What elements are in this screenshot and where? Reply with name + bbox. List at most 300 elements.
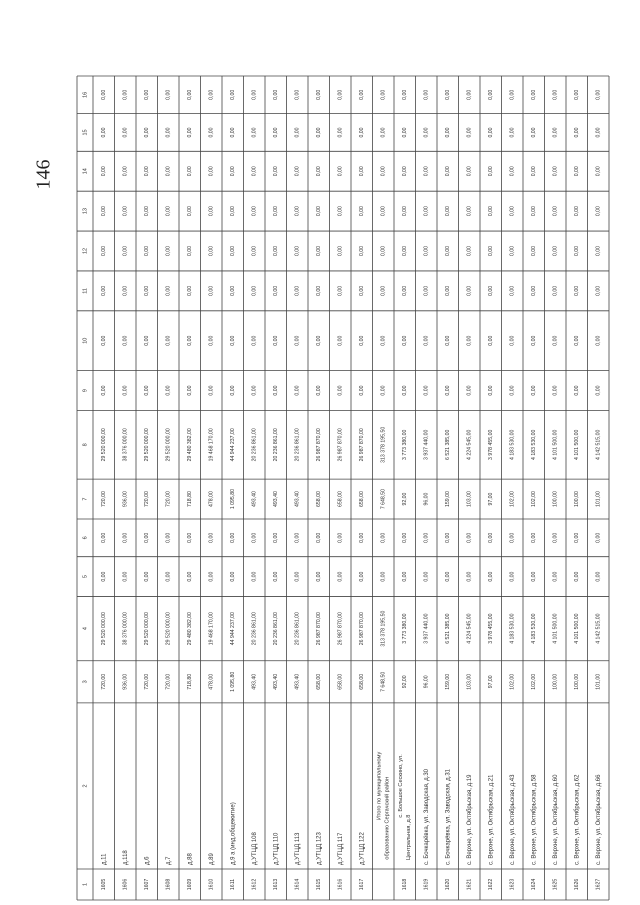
- cell-c16: 0,00: [552, 89, 559, 100]
- cell-address: д.7: [165, 856, 172, 865]
- cell-c7: 100,00: [552, 491, 559, 508]
- cell-c4: 6 521 385,00: [445, 613, 452, 644]
- cell-c15: 0,00: [488, 127, 495, 138]
- cell-c16: 0,00: [423, 89, 430, 100]
- cell-n: 1621: [466, 878, 473, 891]
- cell-c10: 0,00: [423, 335, 430, 346]
- cell-c10: 0,00: [466, 335, 473, 346]
- cell-c10: 0,00: [531, 335, 538, 346]
- column-number: 3: [82, 680, 89, 684]
- cell-c5: 0,00: [380, 571, 387, 582]
- cell-address: с. Верхне, ул. Октябрьская, д.43: [509, 774, 516, 865]
- cell-c15: 0,00: [208, 127, 215, 138]
- cell-c13: 0,00: [359, 206, 366, 217]
- cell-c8: 44 944 237,00: [230, 428, 237, 462]
- cell-c12: 0,00: [230, 245, 237, 257]
- cell-c7: 493,40: [251, 491, 258, 508]
- cell-n: 1607: [144, 878, 151, 891]
- cell-c10: 0,00: [273, 335, 280, 346]
- cell-c11: 0,00: [466, 285, 473, 296]
- cell-c5: 0,00: [445, 571, 452, 582]
- cell-c16: 0,00: [509, 89, 516, 100]
- table-grid: [77, 76, 609, 900]
- cell-c6: 0,00: [251, 532, 258, 543]
- cell-c4: 20 236 861,00: [294, 612, 301, 646]
- cell-c11: 0,00: [316, 285, 323, 296]
- cell-c7: 720,00: [165, 491, 172, 508]
- cell-c6: 0,00: [101, 532, 108, 543]
- cell-c6: 0,00: [531, 532, 538, 543]
- cell-c14: 0,00: [208, 166, 215, 177]
- cell-c14: 0,00: [316, 166, 323, 177]
- cell-c11: 0,00: [230, 285, 237, 296]
- cell-c14: 0,00: [144, 166, 151, 177]
- cell-c4: 44 944 237,00: [230, 612, 237, 646]
- cell-c9: 0,00: [208, 385, 215, 396]
- cell-n: 1611: [230, 878, 237, 891]
- cell-c12: 0,00: [144, 245, 151, 257]
- cell-c12: 0,00: [316, 245, 323, 257]
- cell-c15: 0,00: [509, 127, 516, 138]
- cell-address: д.УТЦД 108: [251, 832, 258, 865]
- cell-c11: 0,00: [251, 285, 258, 296]
- cell-c16: 0,00: [445, 89, 452, 100]
- cell-c5: 0,00: [144, 571, 151, 582]
- cell-c9: 0,00: [144, 385, 151, 396]
- cell-c8: 26 987 870,00: [359, 428, 366, 462]
- column-number: 10: [82, 337, 89, 344]
- cell-c7: 478,00: [208, 491, 215, 508]
- cell-c13: 0,00: [595, 206, 602, 217]
- cell-c11: 0,00: [423, 285, 430, 296]
- cell-c5: 0,00: [230, 571, 237, 582]
- cell-c3: 478,00: [208, 673, 215, 690]
- cell-c6: 0,00: [488, 532, 495, 543]
- cell-c12: 0,00: [402, 245, 409, 257]
- cell-c11: 0,00: [122, 285, 129, 296]
- cell-c14: 0,00: [359, 166, 366, 177]
- cell-c13: 0,00: [509, 206, 516, 217]
- table-cells: [82, 90, 601, 891]
- cell-c9: 0,00: [574, 385, 581, 396]
- cell-c5: 0,00: [337, 571, 344, 582]
- cell-c13: 0,00: [230, 206, 237, 217]
- cell-c5: 0,00: [531, 571, 538, 582]
- cell-address: с. Верхне, ул. Октябрьская, д.58: [531, 774, 538, 865]
- cell-n: 1622: [488, 878, 495, 891]
- cell-address: Итого по муниципальному: [376, 751, 383, 821]
- cell-c15: 0,00: [187, 127, 194, 138]
- cell-c9: 0,00: [423, 385, 430, 396]
- cell-c3: 1 095,80: [230, 671, 237, 692]
- cell-n: 1615: [316, 878, 323, 891]
- cell-c6: 0,00: [445, 532, 452, 543]
- cell-c3: 102,00: [531, 673, 538, 690]
- cell-c13: 0,00: [380, 206, 387, 217]
- cell-c8: 20 236 861,00: [273, 428, 280, 462]
- cell-c10: 0,00: [359, 335, 366, 346]
- cell-c16: 0,00: [359, 89, 366, 100]
- cell-address: д.9 а (инд.общежитие): [230, 802, 237, 865]
- cell-c5: 0,00: [122, 571, 129, 582]
- cell-c3: 720,00: [165, 673, 172, 690]
- cell-c7: 658,00: [316, 491, 323, 508]
- cell-c3: 720,00: [144, 673, 151, 690]
- cell-c10: 0,00: [165, 335, 172, 346]
- cell-c4: 4 224 545,00: [466, 613, 473, 644]
- cell-c7: 102,00: [509, 491, 516, 508]
- cell-c5: 0,00: [165, 571, 172, 582]
- cell-c7: 658,00: [359, 491, 366, 508]
- cell-c5: 0,00: [101, 571, 108, 582]
- column-number: 12: [82, 247, 89, 255]
- cell-c10: 0,00: [294, 335, 301, 346]
- cell-c15: 0,00: [380, 127, 387, 138]
- cell-c9: 0,00: [273, 385, 280, 396]
- cell-c3: 92,00: [402, 675, 409, 689]
- cell-c3: 101,00: [595, 673, 602, 690]
- cell-c6: 0,00: [208, 532, 215, 543]
- cell-c8: 29 520 000,00: [165, 428, 172, 462]
- cell-c12: 0,00: [187, 245, 194, 257]
- cell-c4: 4 101 500,00: [552, 613, 559, 644]
- cell-c4: 20 236 861,00: [273, 612, 280, 646]
- cell-address: с. Верхне, ул. Октябрьская, д.66: [595, 774, 602, 865]
- cell-c12: 0,00: [251, 245, 258, 257]
- cell-c9: 0,00: [122, 385, 129, 396]
- cell-c7: 96,00: [423, 492, 430, 506]
- cell-c4: 26 987 870,00: [337, 612, 344, 646]
- cell-c13: 0,00: [187, 206, 194, 217]
- cell-c15: 0,00: [316, 127, 323, 138]
- cell-c9: 0,00: [251, 385, 258, 396]
- cell-c15: 0,00: [595, 127, 602, 138]
- cell-c5: 0,00: [251, 571, 258, 582]
- cell-c7: 718,80: [187, 491, 194, 508]
- cell-c7: 97,00: [488, 492, 495, 506]
- cell-c12: 0,00: [445, 245, 452, 257]
- cell-c6: 0,00: [144, 532, 151, 543]
- column-number: 4: [82, 627, 89, 631]
- cell-c14: 0,00: [187, 166, 194, 177]
- cell-c10: 0,00: [445, 335, 452, 346]
- cell-c8: 20 236 861,00: [294, 428, 301, 462]
- cell-c11: 0,00: [552, 285, 559, 296]
- cell-c14: 0,00: [552, 166, 559, 177]
- cell-c9: 0,00: [380, 385, 387, 396]
- cell-c15: 0,00: [251, 127, 258, 138]
- column-number: 6: [82, 536, 89, 540]
- cell-c4: 26 987 870,00: [316, 612, 323, 646]
- cell-c11: 0,00: [273, 285, 280, 296]
- cell-c9: 0,00: [359, 385, 366, 396]
- page-number-text: 146: [32, 159, 55, 190]
- cell-c10: 0,00: [402, 335, 409, 346]
- cell-c14: 0,00: [101, 166, 108, 177]
- cell-c11: 0,00: [101, 285, 108, 296]
- cell-n: 1605: [101, 878, 108, 891]
- cell-c6: 0,00: [230, 532, 237, 543]
- cell-c8: 6 521 385,00: [445, 429, 452, 460]
- cell-c3: 493,40: [294, 673, 301, 690]
- cell-c10: 0,00: [251, 335, 258, 346]
- cell-c4: 3 773 380,00: [402, 613, 409, 644]
- cell-c13: 0,00: [122, 206, 129, 217]
- column-number: 5: [82, 575, 89, 579]
- column-number: 1: [82, 882, 89, 887]
- cell-address: с. Большое Сескино, ул.: [398, 754, 405, 818]
- cell-c14: 0,00: [122, 166, 129, 177]
- cell-c6: 0,00: [337, 532, 344, 543]
- cell-c7: 103,00: [466, 491, 473, 508]
- cell-c8: 19 468 170,00: [208, 428, 215, 462]
- cell-c15: 0,00: [337, 127, 344, 138]
- cell-c13: 0,00: [251, 206, 258, 217]
- cell-c10: 0,00: [208, 335, 215, 346]
- cell-c8: 20 236 861,00: [251, 428, 258, 462]
- cell-n: 1610: [208, 878, 215, 891]
- cell-c14: 0,00: [402, 166, 409, 177]
- column-number: 14: [82, 168, 89, 175]
- cell-c16: 0,00: [144, 89, 151, 100]
- cell-c14: 0,00: [380, 166, 387, 177]
- cell-c16: 0,00: [273, 89, 280, 100]
- cell-address: с. Верхне, ул. Октябрьская, д.19: [466, 774, 473, 865]
- cell-c8: 4 183 530,00: [509, 429, 516, 460]
- cell-c6: 0,00: [316, 532, 323, 543]
- cell-n: 1620: [445, 878, 452, 891]
- cell-c12: 0,00: [294, 245, 301, 257]
- cell-c7: 493,40: [294, 491, 301, 508]
- cell-c3: 96,00: [423, 675, 430, 689]
- cell-c5: 0,00: [402, 571, 409, 582]
- cell-c8: 29 520 000,00: [144, 428, 151, 462]
- cell-c5: 0,00: [359, 571, 366, 582]
- cell-c16: 0,00: [101, 89, 108, 100]
- cell-c14: 0,00: [595, 166, 602, 177]
- cell-c4: 38 376 000,00: [122, 612, 129, 646]
- cell-c9: 0,00: [531, 385, 538, 396]
- cell-c9: 0,00: [337, 385, 344, 396]
- cell-c11: 0,00: [294, 285, 301, 296]
- cell-address: д.УТЦД 113: [294, 832, 301, 865]
- cell-c5: 0,00: [423, 571, 430, 582]
- cell-n: 1626: [574, 878, 581, 891]
- cell-c15: 0,00: [359, 127, 366, 138]
- cell-c4: 4 183 530,00: [531, 613, 538, 644]
- cell-c10: 0,00: [101, 335, 108, 346]
- cell-c15: 0,00: [552, 127, 559, 138]
- cell-c14: 0,00: [531, 166, 538, 177]
- cell-c14: 0,00: [230, 166, 237, 177]
- cell-c16: 0,00: [337, 89, 344, 100]
- cell-c6: 0,00: [359, 532, 366, 543]
- cell-c5: 0,00: [294, 571, 301, 582]
- cell-c4: 19 468 170,00: [208, 612, 215, 646]
- cell-c12: 0,00: [380, 245, 387, 257]
- cell-c11: 0,00: [380, 285, 387, 296]
- cell-c9: 0,00: [509, 385, 516, 396]
- cell-c5: 0,00: [509, 571, 516, 582]
- cell-c9: 0,00: [230, 385, 237, 396]
- cell-c14: 0,00: [251, 166, 258, 177]
- cell-c14: 0,00: [574, 166, 581, 177]
- cell-c12: 0,00: [122, 245, 129, 257]
- cell-address: с. Верхне, ул. Октябрьская, д.21: [488, 774, 495, 865]
- cell-c12: 0,00: [208, 245, 215, 257]
- cell-c6: 0,00: [574, 532, 581, 543]
- cell-n: 1608: [165, 878, 172, 891]
- cell-c11: 0,00: [531, 285, 538, 296]
- cell-c9: 0,00: [552, 385, 559, 396]
- cell-c3: 718,80: [187, 673, 194, 690]
- cell-c12: 0,00: [359, 245, 366, 257]
- cell-n: 1619: [423, 878, 430, 891]
- cell-c4: 4 101 500,00: [574, 613, 581, 644]
- cell-c3: 658,00: [316, 673, 323, 690]
- cell-c13: 0,00: [423, 206, 430, 217]
- cell-c8: 29 520 000,00: [101, 428, 108, 462]
- cell-c9: 0,00: [187, 385, 194, 396]
- cell-c16: 0,00: [122, 89, 129, 100]
- cell-c12: 0,00: [165, 245, 172, 257]
- cell-c15: 0,00: [230, 127, 237, 138]
- cell-c4: 4 183 530,00: [509, 613, 516, 644]
- cell-c10: 0,00: [509, 335, 516, 346]
- cell-c7: 1 095,80: [230, 488, 237, 510]
- cell-c3: 100,00: [552, 673, 559, 690]
- cell-c16: 0,00: [165, 89, 172, 100]
- cell-c11: 0,00: [509, 285, 516, 296]
- cell-c6: 0,00: [509, 532, 516, 543]
- column-number: 8: [82, 443, 89, 447]
- cell-c4: 313 378 195,50: [380, 610, 387, 647]
- cell-address: д.6: [144, 856, 151, 865]
- cell-c14: 0,00: [488, 166, 495, 177]
- cell-c8: 4 101 500,00: [574, 429, 581, 460]
- column-number: 9: [82, 389, 89, 393]
- cell-c6: 0,00: [273, 532, 280, 543]
- cell-c8: 3 937 440,00: [423, 429, 430, 460]
- cell-c7: 493,40: [273, 491, 280, 508]
- cell-c6: 0,00: [187, 532, 194, 543]
- cell-c13: 0,00: [165, 206, 172, 217]
- cell-c8: 4 183 530,00: [531, 429, 538, 460]
- cell-c8: 3 978 455,00: [488, 429, 495, 460]
- cell-c7: 102,00: [531, 491, 538, 508]
- cell-c10: 0,00: [380, 335, 387, 346]
- cell-c3: 493,40: [251, 673, 258, 690]
- cell-c13: 0,00: [337, 206, 344, 217]
- cell-c11: 0,00: [402, 285, 409, 296]
- cell-c6: 0,00: [466, 532, 473, 543]
- cell-c8: 38 376 000,00: [122, 428, 129, 462]
- cell-c8: 26 987 870,00: [316, 428, 323, 462]
- cell-c11: 0,00: [359, 285, 366, 296]
- cell-address: д.УТЦД 117: [337, 832, 344, 865]
- cell-c13: 0,00: [466, 206, 473, 217]
- cell-c4: 3 937 440,00: [423, 613, 430, 644]
- cell-c15: 0,00: [445, 127, 452, 138]
- cell-address: с. Бочкарёвка, ул. Заводская, д.30: [423, 768, 430, 865]
- cell-c16: 0,00: [402, 89, 409, 100]
- cell-c15: 0,00: [122, 127, 129, 138]
- column-number: 7: [82, 497, 89, 501]
- cell-c15: 0,00: [402, 127, 409, 138]
- cell-c9: 0,00: [101, 385, 108, 396]
- cell-c15: 0,00: [574, 127, 581, 138]
- cell-c12: 0,00: [531, 245, 538, 257]
- cell-c9: 0,00: [445, 385, 452, 396]
- cell-c16: 0,00: [466, 89, 473, 100]
- cell-c13: 0,00: [208, 206, 215, 217]
- cell-c3: 159,00: [445, 673, 452, 690]
- cell-c5: 0,00: [187, 571, 194, 582]
- cell-c5: 0,00: [595, 571, 602, 582]
- cell-c7: 159,00: [445, 491, 452, 508]
- cell-c10: 0,00: [595, 335, 602, 346]
- cell-c5: 0,00: [208, 571, 215, 582]
- cell-n: 1625: [552, 878, 559, 891]
- cell-c7: 101,00: [595, 491, 602, 508]
- cell-c5: 0,00: [273, 571, 280, 582]
- cell-address: с. Бочкарёвка, ул. Заводская, д.31: [445, 768, 452, 865]
- cell-c15: 0,00: [144, 127, 151, 138]
- cell-c4: 3 978 455,00: [488, 613, 495, 644]
- cell-address: с. Верхне, ул. Октябрьская, д.60: [552, 774, 559, 865]
- cell-c16: 0,00: [488, 89, 495, 100]
- cell-c12: 0,00: [101, 245, 108, 257]
- cell-c9: 0,00: [488, 385, 495, 396]
- cell-c12: 0,00: [423, 245, 430, 257]
- cell-c10: 0,00: [488, 335, 495, 346]
- cell-address: Центральная, д.8: [406, 814, 413, 861]
- cell-c15: 0,00: [101, 127, 108, 138]
- cell-c4: 20 236 861,00: [251, 612, 258, 646]
- cell-c4: 4 142 515,00: [595, 613, 602, 644]
- cell-c3: 658,00: [337, 673, 344, 690]
- cell-n: 1617: [359, 878, 366, 891]
- cell-c5: 0,00: [552, 571, 559, 582]
- column-number: 15: [82, 129, 89, 136]
- cell-c14: 0,00: [445, 166, 452, 177]
- cell-n: 1618: [402, 878, 409, 891]
- cell-c9: 0,00: [466, 385, 473, 396]
- cell-c4: 29 480 382,00: [187, 612, 194, 646]
- cell-c7: 7 648,50: [380, 488, 387, 510]
- cell-c14: 0,00: [509, 166, 516, 177]
- cell-n: 1616: [337, 878, 344, 891]
- cell-c7: 936,00: [122, 491, 129, 508]
- cell-c13: 0,00: [294, 206, 301, 217]
- cell-c4: 29 520 000,00: [101, 612, 108, 646]
- cell-c12: 0,00: [595, 245, 602, 257]
- cell-c8: 4 142 515,00: [595, 429, 602, 460]
- cell-n: 1609: [187, 878, 194, 891]
- cell-c4: 26 987 870,00: [359, 612, 366, 646]
- cell-c7: 720,00: [101, 491, 108, 508]
- cell-address: д.УТЦД 110: [273, 832, 280, 865]
- cell-c3: 658,00: [359, 673, 366, 690]
- cell-c8: 313 378 195,50: [380, 426, 387, 463]
- cell-c16: 0,00: [294, 89, 301, 100]
- cell-c10: 0,00: [144, 335, 151, 346]
- cell-c12: 0,00: [466, 245, 473, 257]
- cell-c8: 26 987 870,00: [337, 428, 344, 462]
- cell-c15: 0,00: [531, 127, 538, 138]
- page-number: [32, 155, 55, 195]
- cell-c10: 0,00: [552, 335, 559, 346]
